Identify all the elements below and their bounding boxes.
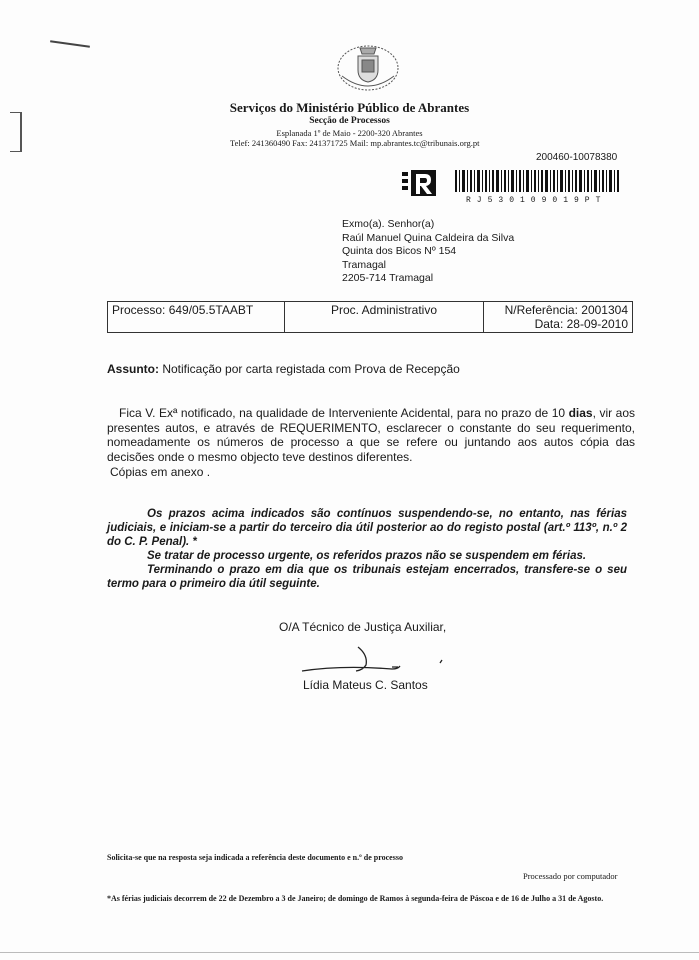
handwritten-signature [300, 645, 450, 675]
barcode-text: RJ530109019PT [466, 196, 607, 205]
note-item: Terminando o prazo em dia que os tribunais estejam encerrados, transfere-se o seu termo para o primeiro dia útil seguinte. [107, 564, 627, 590]
document-date: Data: 28-09-2010 [534, 317, 628, 331]
recipient-address [342, 218, 514, 286]
recipient-line: 2205-714 Tramagal [342, 272, 434, 284]
copies-attached: Cópias em anexo . [110, 465, 211, 479]
signatory-name: Lídia Mateus C. Santos [303, 678, 428, 692]
process-type: Proc. Administrativo [285, 302, 484, 333]
note-item: Os prazos acima indicados são contínuos suspendendo-se, no entanto, nas férias judiciais, e iniciam-se a partir do terceiro dia útil posterior ao do registo postal (art.º 113º, n.º 2 do C. P. Penal). * [107, 508, 627, 548]
footer-request: Solicita-se que na resposta seja indicada a referência deste documento e n.º de processo [107, 853, 403, 862]
coat-of-arms-icon [332, 36, 404, 96]
office-address: Esplanada 1º de Maio - 2200-320 Abrantes [276, 128, 423, 138]
process-info-table [107, 301, 633, 333]
recipient-line: Tramagal [342, 258, 386, 271]
reference-cell [484, 302, 633, 333]
body-text: Fica V. Exª notificado, na qualidade de Interveniente Acidental, para no prazo de 10 [119, 406, 569, 420]
deadline-notes [107, 507, 627, 591]
notification-body [107, 406, 635, 464]
subject-label: Assunto: [107, 362, 159, 376]
subject-line [107, 362, 460, 376]
footer-processed: Processado por computador [523, 871, 618, 881]
recipient-line: Quinta dos Bicos Nº 154 [342, 245, 457, 257]
body-days: dias [568, 406, 593, 420]
pen-mark [50, 40, 90, 48]
recipient-line: Exmo(a). Senhor(a) [342, 218, 435, 230]
office-contacts: Telef: 241360490 Fax: 241371725 Mail: mp.abrantes.tc@tribunais.org.pt [230, 138, 480, 148]
barcode [455, 170, 620, 192]
recipient-line: Raúl Manuel Quina Caldeira da Silva [342, 231, 515, 244]
signatory-title: O/A Técnico de Justiça Auxiliar, [279, 620, 447, 634]
subject-text: Notificação por carta registada com Prova de Recepção [159, 362, 460, 376]
body-text-cont: , vir aos presentes autos, e através de REQUERIMENTO, esclarecer o constante do seu requerimento, nomeadamente os números de processo a que se refere ou juntando aos autos cópia das decisões onde o mesmo objecto teve destinos diferentes. [107, 406, 635, 464]
office-name: Serviços do Ministério Público de Abrantes [229, 100, 470, 115]
reference-number: N/Referência: 2001304 [504, 303, 628, 317]
section-name: Secção de Processos [309, 116, 390, 126]
footer-holidays: *As férias judiciais decorrem de 22 de Dezembro a 3 de Janeiro; de domingo de Ramos à segunda-feira de Páscoa e de 16 de Julho a 31 de Agosto. [107, 894, 604, 903]
process-number: Processo: 649/05.5TAABT [108, 302, 285, 333]
page-edge [0, 952, 699, 953]
tracking-reference: 200460-10078380 [536, 152, 618, 163]
registered-mail-logo [402, 170, 436, 196]
note-item: Se tratar de processo urgente, os referidos prazos não se suspendem em férias. [147, 550, 587, 562]
